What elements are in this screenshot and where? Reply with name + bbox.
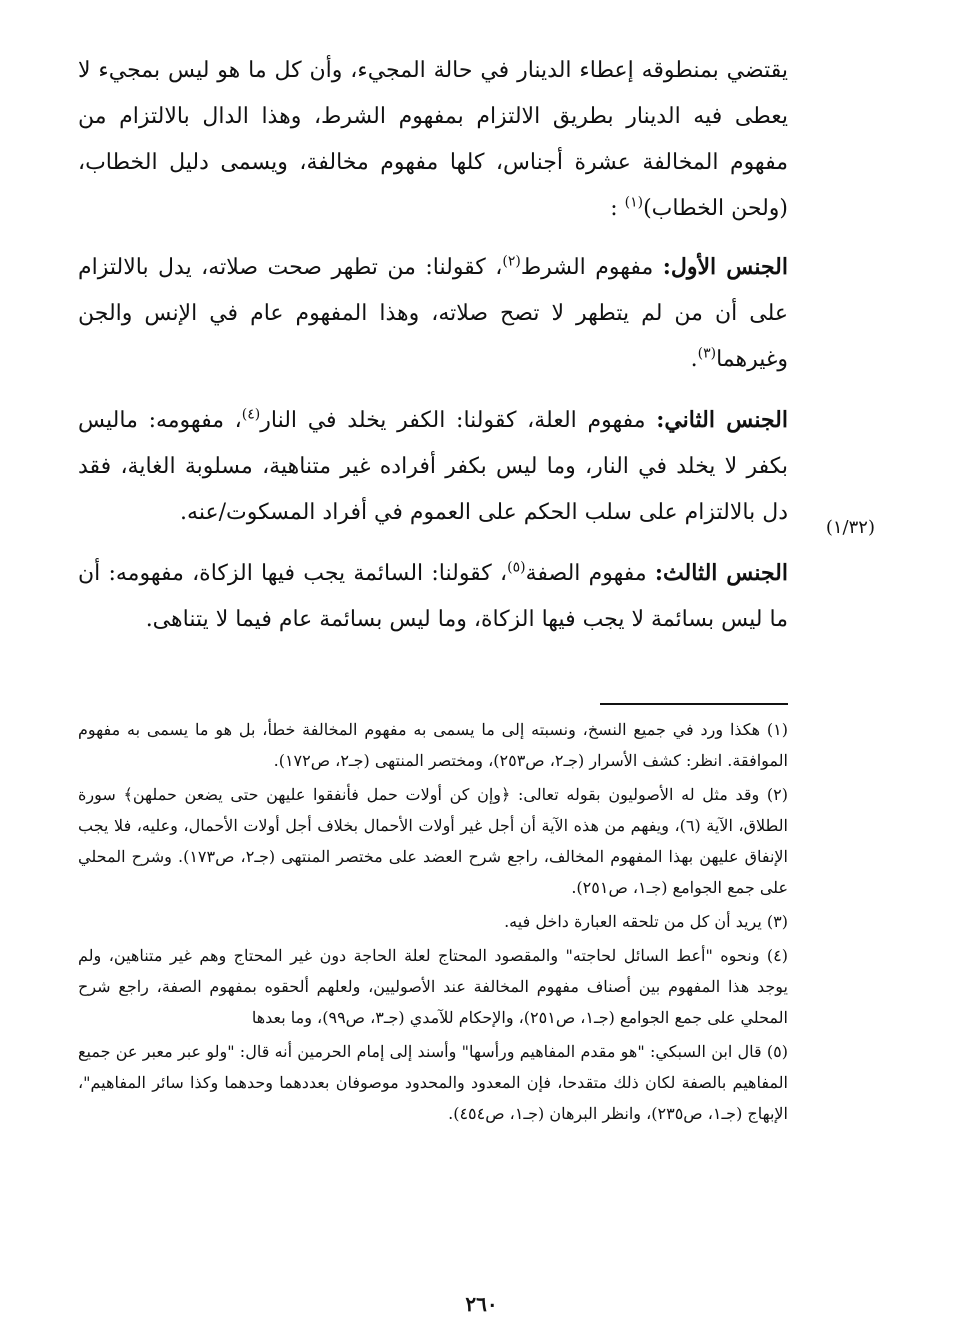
paragraph-genus-1 — [78, 244, 788, 383]
paragraph-text: مفهوم العلة، كقولنا: الكفر يخلد في النار — [260, 408, 646, 433]
footnote-divider — [600, 703, 788, 705]
footnote-ref[interactable]: (٢) — [502, 253, 521, 270]
section-heading: الجنس الأول: — [662, 254, 788, 280]
footnote-ref[interactable]: (٣) — [697, 345, 717, 362]
paragraph-genus-2 — [78, 397, 788, 536]
footnote-3: (٣) يريد أن كل من تلحقه العبارة داخل فيه. — [504, 912, 788, 931]
manuscript-folio-marker: (١/٣٢) — [825, 517, 875, 538]
footnote-2: (٢) وقد مثل له الأصوليون بقوله تعالى: ﴿وإن كن أولات حمل فأنفقوا عليهن حتى يضعن حملهن﴾ سورة الطلاق، الآية (٦)، ويفهم من هذه الآية أن أجل غير أولات الأحمال بخلاف أجل أولات الأحمال، وعليه، فلا يجب الإنفاق عليهن بهذا المفهوم المخالف، راجع شرح العضد على مختصر المنتهى (جـ٢، ص١٧٣). وشرح المحلي على جمع الجوامع (جـ١، ص٢٥١). — [78, 785, 789, 897]
footnote-5: (٥) قال ابن السبكي: "هو مقدم المفاهيم ورأسها" وأسند إلى إمام الحرمين أنه قال: "ولو عبر معبر عن جميع المفاهيم بالصفة لكان ذلك متقدحا، فإن المعدود والمحدود موصوفان بعددهما وحدهما وكذا سائر المفاهيم"، الإبهاج (جـ١، ص٢٣٥)، وانظر البرهان (جـ١، ص٤٥٤). — [78, 1042, 788, 1123]
paragraph-text: ، كقولنا: من تطهر صحت صلاته، يدل بالالتزام على أن من لم يتطهر لا تصح صلاته، وهذا المفهوم عام في الإنس والجن وغيرهما — [78, 255, 788, 372]
paragraph-genus-3 — [78, 550, 788, 643]
paragraph-intro — [78, 48, 788, 232]
footnote-4: (٤) ونحوه "أعط السائل لحاجته" والمقصود المحتاج لعلة الحاجة دون غير المحتاج وهم غير متناهين، ولم يوجد هذا المفهوم بين أصناف مفهوم المخالفة عند الأصوليين، ولعلهم ألحقوه بمفهوم الصفة، راجع شرح المحلي على جمع الجوامع (جـ١، ص٢٥١)، والإحكام للآمدي (جـ٣، ص٩٩)، وما بعدها — [78, 946, 788, 1027]
paragraph-text: مفهوم الشرط — [520, 255, 654, 280]
punctuation: : — [610, 196, 618, 221]
paragraph-text: ، كقولنا: السائمة يجب فيها الزكاة، مفهومه: أن ما ليس بسائمة لا يجب فيها الزكاة، وما ليس بسائمة عام فيما لا يتناهى. — [78, 561, 788, 632]
section-heading: الجنس الثاني: — [656, 407, 789, 433]
paragraph-text: يقتضي بمنطوقه إعطاء الدينار في حالة المجيء، وأن كل ما هو ليس بمجيء لا يعطى فيه الدينار بطريق الالتزام بمفهوم الشرط، وهذا الدال بالالتزام من مفهوم المخالفة عشرة أجناس، كلها مفهوم مخالفة، ويسمى دليل الخطاب، (ولحن الخطاب) — [78, 58, 788, 221]
section-heading: الجنس الثالث: — [654, 560, 788, 586]
page-number: ٢٦٠ — [465, 1292, 498, 1316]
footnote-ref[interactable]: (١) — [624, 194, 644, 211]
footnote-1: (١) هكذا ورد في جميع النسخ، ونسبته إلى ما يسمى به مفهوم المخالفة خطأ، بل هو ما يسمى به مفهوم الموافقة. انظر: كشف الأسرار (جـ٢، ص٢٥٣)، ومختصر المنتهى (جـ٢، ص١٧٢). — [78, 720, 788, 770]
paragraph-text: مفهوم الصفة — [525, 561, 647, 586]
footnote-ref[interactable]: (٥) — [507, 559, 526, 576]
main-text — [78, 48, 788, 657]
footnotes — [78, 714, 788, 1132]
paragraph-text: ، مفهومه: ماليس بكفر لا يخلد في النار، وما ليس بكفر أفراده غير متناهية، مسلوبة الغاية، فقد دل بالالتزام على سلب الحكم على العموم في أفراد المسكوت/عنه. — [78, 408, 788, 525]
punctuation: . — [690, 347, 698, 372]
footnote-ref[interactable]: (٤) — [241, 406, 261, 423]
